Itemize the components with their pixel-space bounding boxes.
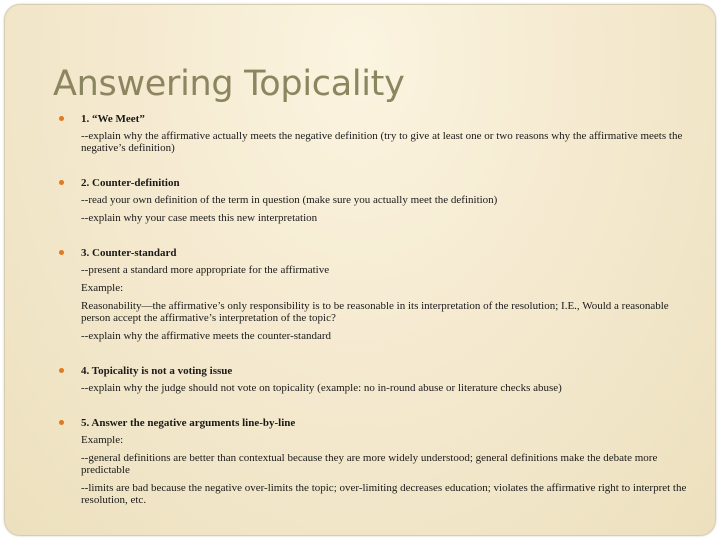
- item-line: --explain why the affirmative actually meets the negative definition (try to give at least one or two reasons why the affirmative meets the negative’s definition): [81, 130, 683, 154]
- item-line: --explain why your case meets this new interpretation: [81, 212, 318, 224]
- list-item: [57, 247, 697, 342]
- item-heading: 1. “We Meet”: [81, 113, 145, 125]
- item-line: --limits are bad because the negative over-limits the topic; over-limiting decreases education; violates the affirmative right to interpret the resolution, etc.: [81, 482, 687, 506]
- item-line: Example:: [81, 282, 124, 294]
- item-line: --read your own definition of the term in question (make sure you actually meet the definition): [81, 194, 498, 206]
- item-line: --present a standard more appropriate for the affirmative: [81, 264, 330, 276]
- bullet-icon: [59, 116, 64, 121]
- bullet-icon: [59, 368, 64, 373]
- slide-content: [57, 113, 697, 529]
- list-item: [57, 113, 697, 154]
- bullet-icon: [59, 180, 64, 185]
- bullet-icon: [59, 420, 64, 425]
- bullet-icon: [59, 250, 64, 255]
- item-heading: 2. Counter-definition: [81, 177, 180, 189]
- item-line: --explain why the affirmative meets the counter-standard: [81, 330, 332, 342]
- item-heading: 3. Counter-standard: [81, 247, 177, 259]
- list-item: [57, 177, 697, 224]
- item-line: --explain why the judge should not vote on topicality (example: no in-round abuse or literature checks abuse): [81, 382, 562, 394]
- item-heading: 4. Topicality is not a voting issue: [81, 365, 233, 377]
- list-item: [57, 365, 697, 394]
- slide: [4, 4, 716, 536]
- item-line: Example:: [81, 434, 124, 446]
- item-line: Reasonability—the affirmative’s only responsibility is to be reasonable in its interpretation of the resolution; I.E., Would a reasonable person accept the affirmative’s interpretation of the topic?: [81, 300, 669, 324]
- slide-title: Answering Topicality: [53, 64, 405, 104]
- item-heading: 5. Answer the negative arguments line-by-line: [81, 417, 296, 429]
- list-item: [57, 417, 697, 506]
- item-line: --general definitions are better than contextual because they are more widely understood; general definitions make the debate more predictable: [81, 452, 658, 476]
